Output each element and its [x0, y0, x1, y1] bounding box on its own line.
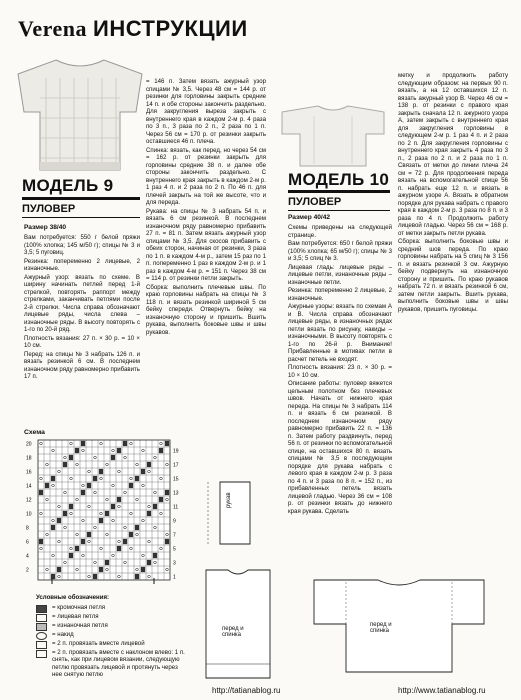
para: Спинка: вязать, как перед, но через 54 см = 162 р. от резинки закрыть для горловины средние 38 п. и далее обе стороны закончить раздельно. С внутреннего края закрыть в каждом 2-м р. 1 раз 4 п. и 2 раза по 2 п. По 46 п. для плечей закрыть на той же высоте, что и для переда. — [146, 146, 266, 206]
para: Рукава: на спицы № 3 набрать 54 п. и вязать 6 см резинкой. В последнем изнаночном ряду равномерно прибавить 27 п. = 81 п. Затем вязать ажурный узор спицами № 3,5. Для скосов прибавить с обеих сторон, начиная от резинки, 3 раза по 1 п. в каждом 4-м р., затем 15 раз по 1 п. попеременно 1 раз в каждом 2-м р. и 1 раз в каждом 4-м р. = 151 п. Через 38 см = 114 р. от резинки петли закрыть. — [146, 207, 266, 282]
model10-size: Размер 40/42 — [288, 214, 331, 221]
model9-photo — [16, 50, 144, 174]
purl-mark — [153, 553, 157, 558]
para: Описание работы: пуловер вяжется цельным полотном без плечевых швов. Начать от нижнего края переда. На спицы № 3 набрать 114 п. и вязать 6 см резинкой. В последнем изнаночном ряду равномерно прибавить 22 п. = 136 п. Затем работу раздвинуть, перед 56 п. от резинки по вспомогательной спице, на оставшихся 80 п. вязать спицами № 3,5 в последующем порядке для рукава набрать с левого края в каждом 2-м р. 3 раза по 4 п. и 3 раза по 8 п. = 152 п., из прибавленных петель вязать лицевой гладью. Через 36 см = 108 р. от резинки вязать до нижнего края рукава. Сделать — [288, 380, 392, 515]
purl-mark — [87, 483, 91, 488]
row-label-left: 8 — [26, 525, 29, 532]
purl-mark — [159, 448, 163, 453]
purl-mark — [75, 448, 79, 453]
purl-mark — [69, 455, 73, 460]
purl-mark — [39, 490, 43, 495]
row-label-right: 3 — [173, 560, 176, 567]
model10-rule — [288, 190, 390, 193]
para: метку и продолжить работу следующим образом: на первых 90 п. вязать, а на 12 оставшихся 12 п. вязать ажурный узор В. Через 46 см = 138 р. от резинки с правого края закрыть сначала 12 п. ажурного узора А, затем закрыть с внутреннего края для закругления горловины в следующем 2-м р. 1 раз 4 п. и 2 раза по 2 п. Для закругления горловины с внутреннего края закрыть 4 раза по 3 п., 2 раза по 2 п. и 2 раза по 1 п. Связать от метки до линии плеча 24 см = 72 р. Для продолжения переда вязать на вспомогательной спице 56 п. набрать еще 12 п. и вязать в ажурном узоре А. Вязать в обратном порядке для рукава набрать с правого края в каждом 2-м р. 3 раза по 8 п. и 3 раза по 4 п. Продолжить работу лицевой гладью. Через 56 см = 168 р. от метки закрыть петли рукава. — [398, 72, 508, 237]
purl-mark — [165, 539, 169, 544]
sleeve-schematic — [200, 478, 270, 550]
sleeve-label: рукав — [226, 492, 232, 508]
purl-mark — [93, 574, 97, 579]
para: Вам потребуется: 650 г белой пряжи (100% хлопка; 65 м/50 г); спицы № 3 и 3,5; 5 спиц № 3. — [288, 240, 392, 262]
purl-mark — [117, 448, 121, 453]
para: Плотность вязания: 23 п. × 30 р. = 10 × 10 см. — [288, 364, 392, 379]
purl-mark — [45, 483, 49, 488]
legend-item: = 2 п. провязать вместе лицевой — [36, 640, 186, 649]
model10-title: МОДЕЛЬ 10 — [288, 170, 390, 189]
purl-mark — [135, 574, 139, 579]
purl-mark — [57, 518, 61, 523]
purl-mark — [93, 476, 97, 481]
page-title: ИНСТРУКЦИИ — [93, 16, 248, 41]
model10-subtitle: ПУЛОВЕР — [288, 196, 342, 208]
purl-mark — [87, 532, 91, 537]
row-label-right: 15 — [173, 476, 179, 483]
para: Схемы приведены на следующей странице. — [288, 224, 392, 239]
purl-mark — [99, 469, 103, 474]
ssk-icon — [36, 650, 47, 658]
purl-stitch-icon — [36, 623, 47, 631]
purl-mark — [111, 504, 115, 509]
para: Вам потребуется: 550 г белой пряжи (100% хлопка; 145 м/50 г); спицы № 3 и 3,5; 5 пуговиц. — [24, 234, 140, 256]
model9-instructions-col2 — [146, 78, 266, 424]
row-label-left: 18 — [26, 455, 32, 462]
purl-mark — [111, 455, 115, 460]
row-label-left: 10 — [26, 511, 32, 518]
legend-item: = изнаночная петля — [36, 622, 186, 631]
watermark-url-right: http://www.tatianablog.ru — [398, 686, 486, 695]
yarn-over-icon — [36, 632, 47, 640]
knit-stitch-icon — [36, 614, 47, 622]
purl-mark — [159, 497, 163, 502]
legend-item: = кромочная петля — [36, 604, 186, 613]
model9-rule — [22, 197, 140, 200]
para: Ажурные узоры: вязать по схемам А и В. Числа справа обозначают лицевые ряды, в изнаночных рядах петли вязать по рисунку, накиды – изнаночными. В высоту повторять с 1-го по 26-й р. Внимание! Прибавленные в мотивах петли в расчет петель не входят. — [288, 303, 392, 363]
watermark-url-left: http://tatianablog.ru — [212, 686, 281, 695]
purl-mark — [81, 490, 85, 495]
row-label-left: 16 — [26, 469, 32, 476]
purl-mark — [51, 476, 55, 481]
chart-grid — [24, 438, 184, 588]
legend-title: Условные обозначения: — [36, 594, 110, 601]
purl-mark — [123, 539, 127, 544]
brand-logo: Verena — [18, 16, 87, 41]
purl-mark — [153, 504, 157, 509]
row-label-left: 2 — [26, 567, 29, 574]
row-label-right: 7 — [173, 532, 176, 539]
purl-mark — [57, 567, 61, 572]
legend-item: = лицевая петля — [36, 613, 186, 622]
row-label-right: 19 — [173, 448, 179, 455]
purl-mark — [39, 539, 43, 544]
legend — [36, 594, 186, 679]
chart-title: Схема — [24, 429, 45, 436]
para: Перед: на спицы № 3 набрать 126 п. и вязать резинкой 6 см. В последнем изнаночном ряду равномерно прибавить 17 п. — [24, 350, 140, 380]
model9-rule-2 — [22, 217, 140, 218]
para: Лицевая гладь: лицевые ряды – лицевые петли, изнаночные ряды – изнаночные петли. — [288, 263, 392, 286]
purl-mark — [129, 532, 133, 537]
purl-mark — [147, 462, 151, 467]
purl-mark — [135, 476, 139, 481]
para: = 146 п. Затем вязать ажурный узор спицами № 3,5. Через 48 см = 144 р. от резинки для горловины закрыть средние 14 п. и обе стороны закончить раздельно. Для закругления выреза закрыть с внутреннего края в каждом 2-м р. 4 раза по 3 п., 3 раза по 2 п., 2 раза по 1 п. Через 56 см = 170 р. от резинки закрыть оставшиеся 46 п. плеча. — [146, 78, 266, 145]
model10-photo — [280, 104, 386, 168]
model9-instructions-col1 — [24, 234, 140, 422]
purl-mark — [165, 490, 169, 495]
legend-item: = накид — [36, 631, 186, 640]
row-label-right: 13 — [173, 490, 179, 497]
row-label-left: 4 — [26, 553, 29, 560]
purl-mark — [75, 546, 79, 551]
purl-mark — [69, 553, 73, 558]
para: Резинка: попеременно 2 лицевые, 2 изнаночные. — [288, 287, 392, 302]
purl-mark — [129, 483, 133, 488]
purl-mark — [147, 560, 151, 565]
front-back-label: перед и спинка — [222, 626, 244, 638]
row-label-left: 12 — [26, 497, 32, 504]
para: Сборка: выполнить плечевые швы. По краю горловины набрать на спицы № 3 118 п. и вязать резинкой шириной 5 см бейку спереди. Отвернуть бейку на изнаночную сторону и пришить. Вшить рукава, выполнить боковые швы и швы рукавов. — [146, 283, 266, 336]
purl-mark — [81, 441, 85, 446]
model9-title: МОДЕЛЬ 9 — [22, 176, 114, 195]
legend-item: = 2 п. провязать вместе с наклоном влево: 1 п. снять, как при лицевом вязании, следующую петлю провязать лицевой и протянуть через нее снятую петлю — [36, 649, 186, 679]
para: Сборка: выполнить боковые швы и средний шов переда. По краю горловины набрать на 5 спиц № 3 156 п. и вязать резинкой 3 см. Ажурную бейку подвернуть на изнаночную сторону и пришить. По краю рукавов набрать 72 п. и вязать резинкой 6 см, затем петли закрыть. Вшить рукава, выполнить боковые швы и швы рукавов, пришить пуговицы. — [398, 238, 508, 313]
purl-mark — [105, 560, 109, 565]
purl-mark — [117, 497, 121, 502]
para: Ажурный узор: вязать по схеме. В ширину начинать петлей перед 1-й стрелкой, повторять раппорт между стрелками, заканчивать петлями после 2-й стрелки. Числа справа обозначают лицевые ряды, числа слева – изнаночные ряды. В высоту повторять с 1-го по 20-й ряд. — [24, 273, 140, 333]
purl-mark — [81, 539, 85, 544]
k2tog-icon — [36, 641, 47, 649]
page-header — [18, 16, 248, 42]
model9-size: Размер 38/40 — [24, 224, 67, 231]
row-label-right: 17 — [173, 462, 179, 469]
purl-mark — [99, 567, 103, 572]
para: Резинка: попеременно 2 лицевые, 2 изнаночные. — [24, 257, 140, 272]
purl-mark — [123, 441, 127, 446]
model10-rule-2 — [288, 210, 390, 211]
purl-mark — [135, 525, 139, 530]
row-label-right: 5 — [173, 546, 176, 553]
purl-mark — [99, 518, 103, 523]
purl-mark — [141, 567, 145, 572]
row-label-right: 9 — [173, 518, 176, 525]
purl-mark — [105, 511, 109, 516]
para: Плотность вязания: 27 п. × 30 р. = 10 × 10 см. — [24, 334, 140, 349]
purl-mark — [117, 546, 121, 551]
knitting-chart — [24, 438, 184, 588]
row-label-left: 20 — [26, 441, 32, 448]
row-label-left: 14 — [26, 483, 32, 490]
purl-mark — [63, 462, 67, 467]
purl-mark — [63, 511, 67, 516]
purl-mark — [147, 511, 151, 516]
purl-mark — [165, 441, 169, 446]
edge-stitch-icon — [36, 605, 47, 613]
model10-instructions-col3 — [288, 224, 392, 554]
model10-instructions-col4 — [398, 72, 508, 560]
body-schematic — [200, 566, 276, 684]
purl-mark — [69, 504, 73, 509]
purl-mark — [141, 469, 145, 474]
model10-front-back-label: перед и спинка — [370, 622, 392, 634]
row-label-right: 1 — [173, 574, 176, 581]
model9-subtitle: ПУЛОВЕР — [22, 203, 76, 215]
row-label-left: 6 — [26, 539, 29, 546]
row-label-right: 11 — [173, 504, 179, 511]
purl-mark — [51, 525, 55, 530]
